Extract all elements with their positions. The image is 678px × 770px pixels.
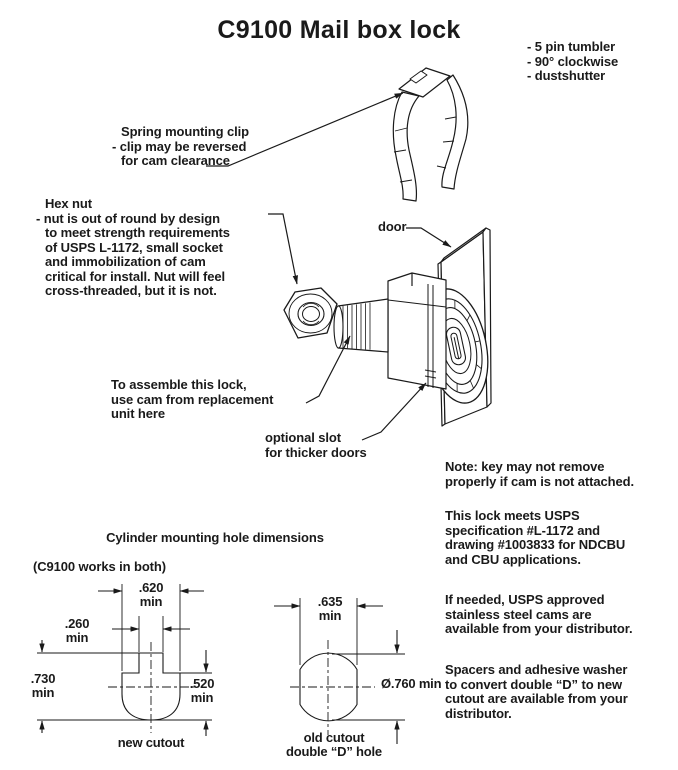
note-key-removal <box>445 460 634 489</box>
feature-item: - 90° clockwise <box>527 53 619 69</box>
hex-nut-leader <box>268 214 297 284</box>
dim-value: .260 <box>64 616 90 631</box>
dim-635 <box>308 595 352 622</box>
callout-line: of USPS L-1172, small socket <box>45 239 223 255</box>
spring-clip-callout <box>112 125 249 169</box>
spring-clip-illustration <box>393 68 467 201</box>
dim-value: .635 <box>317 594 343 609</box>
door-leader <box>406 228 451 247</box>
dim-value: .730 <box>30 671 56 686</box>
note-stainless-cams <box>445 593 633 637</box>
dim-unit: min <box>318 607 342 623</box>
callout-line: Spring mounting clip <box>121 124 249 139</box>
old-cutout-label-line: old cutout <box>303 730 365 745</box>
dim-260 <box>55 617 99 644</box>
note-line: distributor. <box>445 705 512 721</box>
note-line: stainless steel cams are <box>445 606 592 622</box>
dim-unit: min <box>65 629 89 645</box>
dim-unit: min <box>139 593 163 609</box>
dimensions-subheading: (C9100 works in both) <box>33 559 166 574</box>
dim-520 <box>181 677 223 704</box>
callout-line: unit here <box>111 406 165 421</box>
hex-nut-illustration <box>284 288 337 338</box>
note-line: cutout are available from your <box>445 691 628 706</box>
note-line: If needed, USPS approved <box>445 592 605 607</box>
dim-730 <box>22 672 64 699</box>
note-line: Note: key may not remove <box>445 459 605 474</box>
dim-620 <box>129 581 173 608</box>
dim-unit: min <box>190 689 214 705</box>
callout-line: - clip may be reversed <box>112 138 247 154</box>
note-line: This lock meets USPS <box>445 508 580 523</box>
callout-line: and immobilization of cam <box>45 254 206 269</box>
note-line: specification #L-1172 and <box>445 522 601 538</box>
dim-760: Ø.760 min <box>381 676 442 691</box>
feature-list <box>527 40 618 84</box>
callout-line: for cam clearance <box>121 153 230 168</box>
callout-line: critical for install. Nut will feel <box>45 268 225 284</box>
optional-slot-callout <box>265 431 367 460</box>
new-cutout-label: new cutout <box>117 735 185 750</box>
dim-value: .620 <box>138 580 164 595</box>
note-spacers <box>445 663 628 721</box>
dim-unit: min <box>31 684 55 700</box>
old-cutout-label <box>274 731 394 758</box>
threaded-shaft-illustration <box>334 299 388 352</box>
new-cutout-drawing <box>37 584 212 736</box>
callout-line: for thicker doors <box>265 444 367 460</box>
callout-line: To assemble this lock, <box>111 377 247 392</box>
note-usps-spec <box>445 509 625 567</box>
note-line: drawing #1003833 for NDCBU <box>445 537 626 552</box>
callout-line: use cam from replacement <box>111 391 274 407</box>
note-line: available from your distributor. <box>445 621 633 636</box>
note-line: and CBU applications. <box>445 551 581 567</box>
callout-line: Hex nut <box>45 196 92 211</box>
feature-item: - 5 pin tumbler <box>527 39 616 54</box>
door-label: door <box>378 219 407 234</box>
hex-nut-callout <box>36 197 230 299</box>
old-cutout-label-line: double “D” hole <box>286 743 382 759</box>
note-line: properly if cam is not attached. <box>445 473 634 489</box>
feature-item: - dustshutter <box>527 68 606 83</box>
callout-line: cross-threaded, but it is not. <box>45 283 217 298</box>
callout-line: - nut is out of round by design <box>36 210 220 226</box>
note-line: Spacers and adhesive washer <box>445 662 628 677</box>
dimensions-heading: Cylinder mounting hole dimensions <box>106 530 324 545</box>
note-line: to convert double “D” to new <box>445 676 623 692</box>
page-title: C9100 Mail box lock <box>217 16 461 44</box>
dim-value: .520 <box>189 676 215 691</box>
lock-body-illustration <box>388 273 446 389</box>
callout-line: to meet strength requirements <box>45 225 230 240</box>
assemble-callout <box>111 378 273 422</box>
callout-line: optional slot <box>265 430 341 445</box>
optional-slot-leader <box>362 383 426 440</box>
